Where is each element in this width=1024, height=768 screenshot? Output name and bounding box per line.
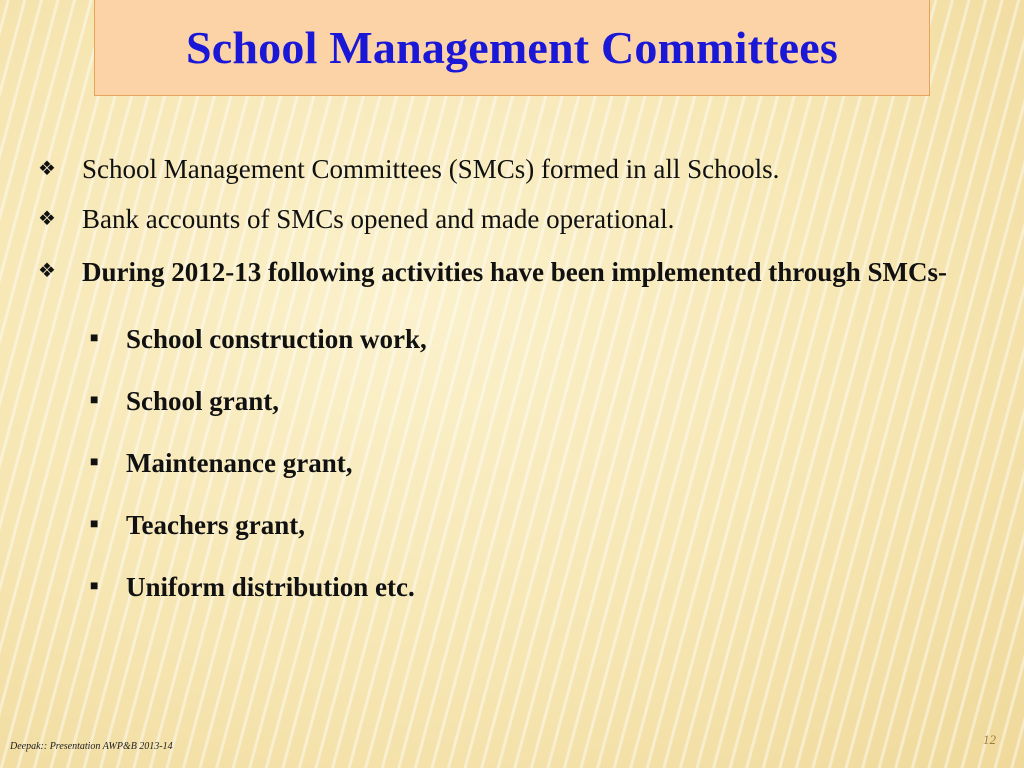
sub-bullet-text: School grant, [126,385,280,416]
diamond-bullet-icon: ❖ [38,158,56,180]
diamond-bullet-icon: ❖ [38,208,56,230]
sub-bullet-item [90,308,990,370]
bullet-list [38,148,990,618]
sub-bullet-text: Uniform distribution etc. [126,571,415,602]
sub-bullet-item [90,494,990,556]
sub-bullet-text: Maintenance grant, [126,447,353,478]
sub-bullet-item [90,432,990,494]
sub-bullet-text: Teachers grant, [126,509,305,540]
sub-bullet-text: School construction work, [126,323,427,354]
slide-title: School Management Committees [185,22,839,73]
bullet-text: School Management Committees (SMCs) formed in all Schools. [82,154,780,184]
bullet-item [38,148,990,190]
sub-bullet-item [90,556,990,618]
square-bullet-icon: ■ [90,393,99,408]
sub-bullet-item [90,370,990,432]
bullet-item [38,198,990,240]
title-box [94,0,930,96]
page-number: 12 [983,732,996,747]
footer-text: Deepak:: Presentation AWP&B 2013-14 [10,741,173,752]
bullet-item [38,250,990,298]
sub-bullet-list [90,308,990,618]
diamond-bullet-icon: ❖ [38,260,56,282]
bullet-text: During 2012-13 following activities have been implemented through SMCs- [82,257,947,287]
square-bullet-icon: ■ [90,579,99,594]
square-bullet-icon: ■ [90,331,99,346]
square-bullet-icon: ■ [90,455,99,470]
bullet-text: Bank accounts of SMCs opened and made operational. [82,204,675,234]
square-bullet-icon: ■ [90,517,99,532]
